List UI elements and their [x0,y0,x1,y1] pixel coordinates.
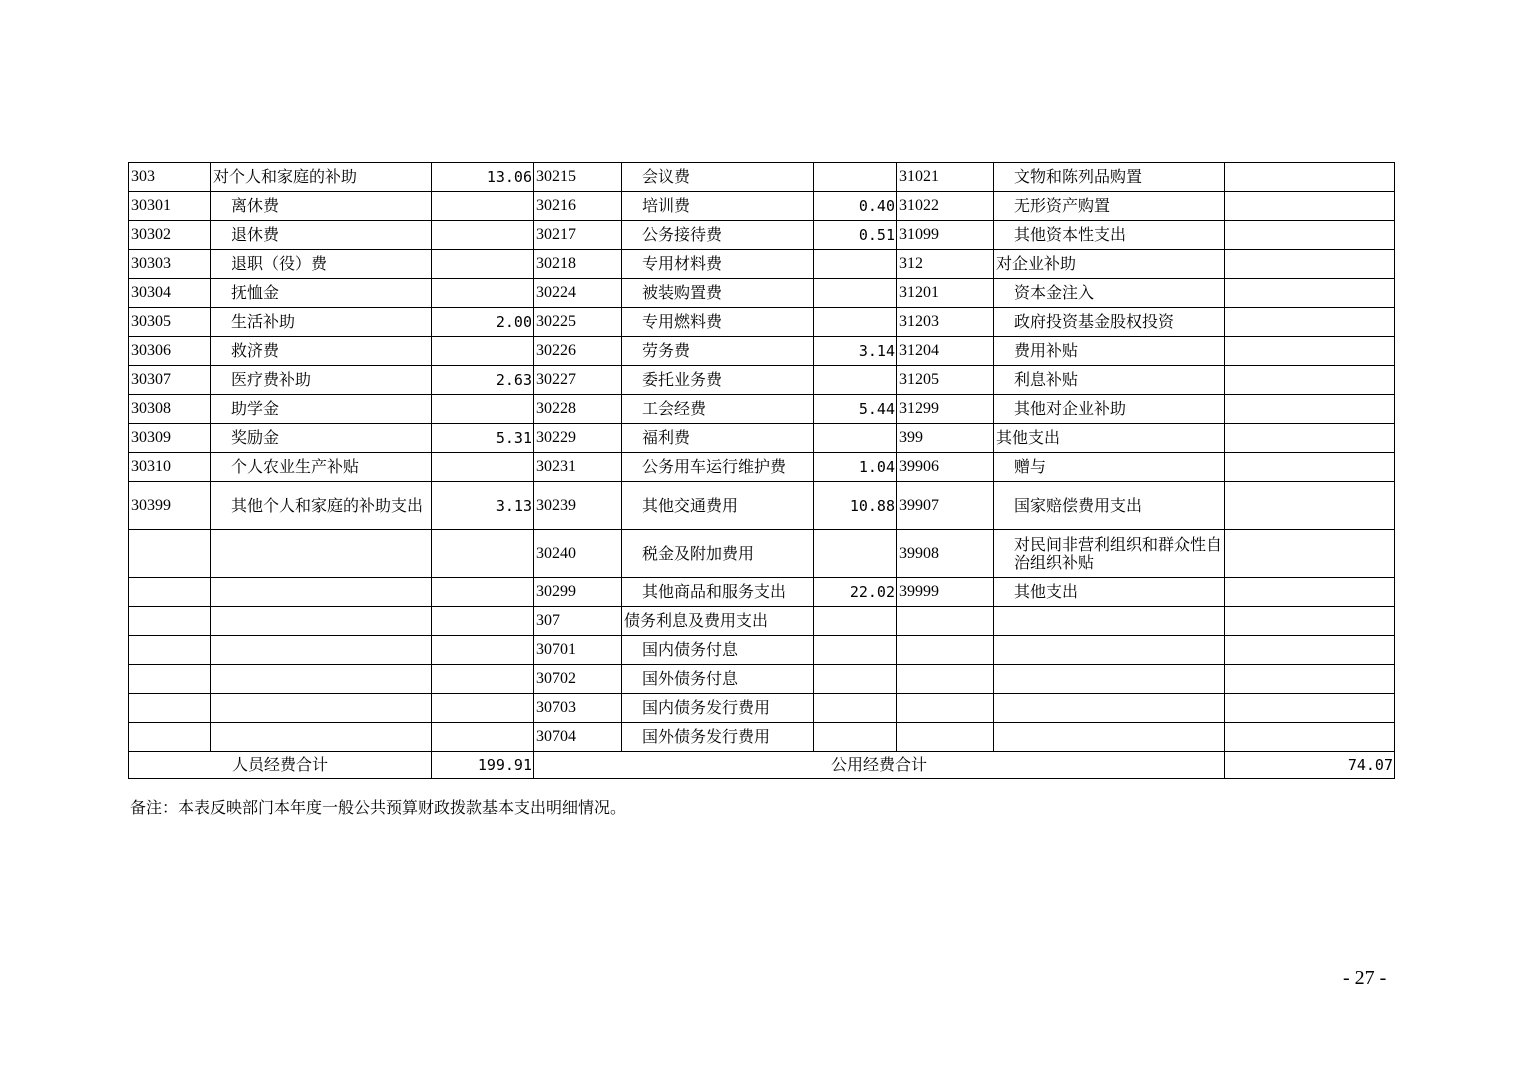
capital-other-name-cell: 费用补贴 [994,337,1225,366]
capital-other-amount-cell [1225,163,1395,192]
capital-other-amount-cell [1225,530,1395,578]
personnel-amount-cell [432,578,534,607]
capital-other-code-cell: 31021 [897,163,994,192]
personnel-amount-cell: 13.06 [432,163,534,192]
personnel-amount-cell [432,636,534,665]
capital-other-code-cell: 31204 [897,337,994,366]
personnel-code-cell: 30399 [129,482,211,530]
public-name-cell: 国内债务付息 [622,636,814,665]
personnel-name-cell: 救济费 [211,337,432,366]
personnel-name-cell [211,636,432,665]
capital-other-name-cell [994,723,1225,752]
capital-other-amount-cell [1225,453,1395,482]
public-amount-cell [814,607,897,636]
personnel-name-cell [211,530,432,578]
public-amount-cell [814,308,897,337]
capital-other-code-cell: 31201 [897,279,994,308]
table-row [129,163,1395,192]
public-name-cell: 其他商品和服务支出 [622,578,814,607]
public-amount-cell [814,279,897,308]
table-row [129,723,1395,752]
personnel-code-cell: 30308 [129,395,211,424]
personnel-name-cell: 离休费 [211,192,432,221]
public-amount-cell: 10.88 [814,482,897,530]
personnel-amount-cell [432,279,534,308]
personnel-name-cell [211,607,432,636]
public-amount-cell [814,694,897,723]
personnel-amount-cell [432,337,534,366]
public-amount-cell [814,723,897,752]
public-code-cell: 30299 [534,578,622,607]
public-amount-cell: 22.02 [814,578,897,607]
capital-other-code-cell: 39906 [897,453,994,482]
capital-other-amount-cell [1225,636,1395,665]
capital-other-amount-cell [1225,337,1395,366]
table-row [129,395,1395,424]
capital-other-name-cell [994,607,1225,636]
public-code-cell: 30240 [534,530,622,578]
capital-other-name-cell: 文物和陈列品购置 [994,163,1225,192]
capital-other-amount-cell [1225,279,1395,308]
table-row [129,636,1395,665]
personnel-code-cell: 30307 [129,366,211,395]
capital-other-code-cell: 39999 [897,578,994,607]
capital-other-code-cell: 39907 [897,482,994,530]
public-name-cell: 被装购置费 [622,279,814,308]
table-row [129,308,1395,337]
capital-other-name-cell: 资本金注入 [994,279,1225,308]
capital-other-amount-cell [1225,192,1395,221]
capital-other-amount-cell [1225,482,1395,530]
budget-detail-table [128,162,1395,779]
personnel-amount-cell [432,250,534,279]
personnel-total-value: 199.91 [432,752,534,779]
public-amount-cell: 0.40 [814,192,897,221]
table-row [129,250,1395,279]
capital-other-code-cell: 312 [897,250,994,279]
capital-other-code-cell: 31205 [897,366,994,395]
page-number: - 27 - [1343,967,1387,989]
personnel-code-cell: 30309 [129,424,211,453]
table-row [129,694,1395,723]
public-amount-cell: 0.51 [814,221,897,250]
capital-other-code-cell: 31203 [897,308,994,337]
public-code-cell: 30227 [534,366,622,395]
capital-other-code-cell: 31099 [897,221,994,250]
personnel-amount-cell [432,607,534,636]
personnel-code-cell [129,578,211,607]
public-amount-cell: 5.44 [814,395,897,424]
table-body [129,163,1395,752]
capital-other-code-cell: 39908 [897,530,994,578]
public-amount-cell [814,636,897,665]
public-amount-cell [814,250,897,279]
public-code-cell: 30215 [534,163,622,192]
public-name-cell: 债务利息及费用支出 [622,607,814,636]
table-row [129,530,1395,578]
capital-other-code-cell [897,636,994,665]
capital-other-code-cell [897,607,994,636]
public-code-cell: 30217 [534,221,622,250]
public-name-cell: 国外债务发行费用 [622,723,814,752]
personnel-name-cell: 退职（役）费 [211,250,432,279]
table-row [129,221,1395,250]
personnel-amount-cell: 3.13 [432,482,534,530]
table-row [129,424,1395,453]
public-name-cell: 公务用车运行维护费 [622,453,814,482]
personnel-total-label: 人员经费合计 [129,752,432,779]
personnel-name-cell: 医疗费补助 [211,366,432,395]
capital-other-amount-cell [1225,395,1395,424]
personnel-name-cell: 其他个人和家庭的补助支出 [211,482,432,530]
table-row [129,665,1395,694]
public-name-cell: 培训费 [622,192,814,221]
capital-other-code-cell: 399 [897,424,994,453]
capital-other-code-cell [897,723,994,752]
personnel-amount-cell: 2.00 [432,308,534,337]
personnel-amount-cell [432,694,534,723]
capital-other-name-cell: 赠与 [994,453,1225,482]
public-name-cell: 专用材料费 [622,250,814,279]
table-row [129,578,1395,607]
capital-other-amount-cell [1225,308,1395,337]
personnel-amount-cell [432,530,534,578]
personnel-name-cell [211,694,432,723]
public-code-cell: 30702 [534,665,622,694]
capital-other-amount-cell [1225,694,1395,723]
capital-other-name-cell: 国家赔偿费用支出 [994,482,1225,530]
personnel-name-cell: 生活补助 [211,308,432,337]
personnel-amount-cell [432,395,534,424]
public-name-cell: 专用燃料费 [622,308,814,337]
public-name-cell: 公务接待费 [622,221,814,250]
personnel-name-cell: 对个人和家庭的补助 [211,163,432,192]
capital-other-amount-cell [1225,366,1395,395]
capital-other-name-cell: 无形资产购置 [994,192,1225,221]
capital-other-name-cell: 其他资本性支出 [994,221,1225,250]
capital-other-code-cell [897,694,994,723]
personnel-name-cell: 个人农业生产补贴 [211,453,432,482]
personnel-code-cell [129,607,211,636]
public-name-cell: 税金及附加费用 [622,530,814,578]
public-name-cell: 会议费 [622,163,814,192]
public-name-cell: 国外债务付息 [622,665,814,694]
capital-other-name-cell: 其他对企业补助 [994,395,1225,424]
personnel-name-cell: 退休费 [211,221,432,250]
public-code-cell: 30216 [534,192,622,221]
personnel-name-cell: 抚恤金 [211,279,432,308]
personnel-name-cell: 助学金 [211,395,432,424]
public-code-cell: 30218 [534,250,622,279]
table-row [129,366,1395,395]
capital-other-name-cell: 对民间非营利组织和群众性自治组织补贴 [994,530,1225,578]
capital-other-name-cell [994,636,1225,665]
personnel-code-cell: 30301 [129,192,211,221]
public-code-cell: 307 [534,607,622,636]
public-total-value: 74.07 [1225,752,1395,779]
public-code-cell: 30231 [534,453,622,482]
personnel-code-cell: 30304 [129,279,211,308]
public-code-cell: 30703 [534,694,622,723]
public-name-cell: 委托业务费 [622,366,814,395]
personnel-code-cell [129,530,211,578]
personnel-code-cell [129,665,211,694]
capital-other-name-cell: 利息补贴 [994,366,1225,395]
capital-other-code-cell: 31299 [897,395,994,424]
public-name-cell: 其他交通费用 [622,482,814,530]
capital-other-name-cell: 其他支出 [994,578,1225,607]
capital-other-amount-cell [1225,578,1395,607]
public-amount-cell [814,366,897,395]
public-name-cell: 劳务费 [622,337,814,366]
public-code-cell: 30239 [534,482,622,530]
capital-other-amount-cell [1225,221,1395,250]
personnel-amount-cell: 2.63 [432,366,534,395]
capital-other-amount-cell [1225,250,1395,279]
personnel-code-cell: 303 [129,163,211,192]
table-row [129,607,1395,636]
public-total-label: 公用经费合计 [534,752,1225,779]
public-name-cell: 福利费 [622,424,814,453]
public-amount-cell: 3.14 [814,337,897,366]
table-row [129,279,1395,308]
capital-other-name-cell: 其他支出 [994,424,1225,453]
public-amount-cell [814,530,897,578]
personnel-code-cell: 30303 [129,250,211,279]
personnel-amount-cell [432,221,534,250]
capital-other-amount-cell [1225,424,1395,453]
public-code-cell: 30701 [534,636,622,665]
capital-other-amount-cell [1225,607,1395,636]
table-row [129,192,1395,221]
personnel-code-cell: 30305 [129,308,211,337]
personnel-amount-cell [432,723,534,752]
capital-other-name-cell [994,694,1225,723]
table-row [129,453,1395,482]
public-code-cell: 30229 [534,424,622,453]
personnel-code-cell [129,694,211,723]
public-amount-cell [814,424,897,453]
personnel-name-cell [211,665,432,694]
public-code-cell: 30704 [534,723,622,752]
public-amount-cell [814,665,897,694]
personnel-amount-cell [432,665,534,694]
personnel-code-cell [129,636,211,665]
capital-other-code-cell [897,665,994,694]
personnel-name-cell [211,723,432,752]
personnel-amount-cell [432,192,534,221]
public-code-cell: 30225 [534,308,622,337]
total-row [129,752,1395,779]
public-amount-cell [814,163,897,192]
public-code-cell: 30226 [534,337,622,366]
table-row [129,482,1395,530]
personnel-name-cell [211,578,432,607]
capital-other-name-cell: 政府投资基金股权投资 [994,308,1225,337]
personnel-amount-cell: 5.31 [432,424,534,453]
public-code-cell: 30228 [534,395,622,424]
personnel-amount-cell [432,453,534,482]
personnel-code-cell [129,723,211,752]
public-name-cell: 工会经费 [622,395,814,424]
personnel-name-cell: 奖励金 [211,424,432,453]
public-amount-cell: 1.04 [814,453,897,482]
capital-other-amount-cell [1225,723,1395,752]
table-row [129,337,1395,366]
personnel-code-cell: 30310 [129,453,211,482]
capital-other-name-cell [994,665,1225,694]
capital-other-name-cell: 对企业补助 [994,250,1225,279]
personnel-code-cell: 30306 [129,337,211,366]
public-code-cell: 30224 [534,279,622,308]
public-name-cell: 国内债务发行费用 [622,694,814,723]
capital-other-amount-cell [1225,665,1395,694]
capital-other-code-cell: 31022 [897,192,994,221]
personnel-code-cell: 30302 [129,221,211,250]
table-note: 备注：本表反映部门本年度一般公共预算财政拨款基本支出明细情况。 [130,798,627,817]
